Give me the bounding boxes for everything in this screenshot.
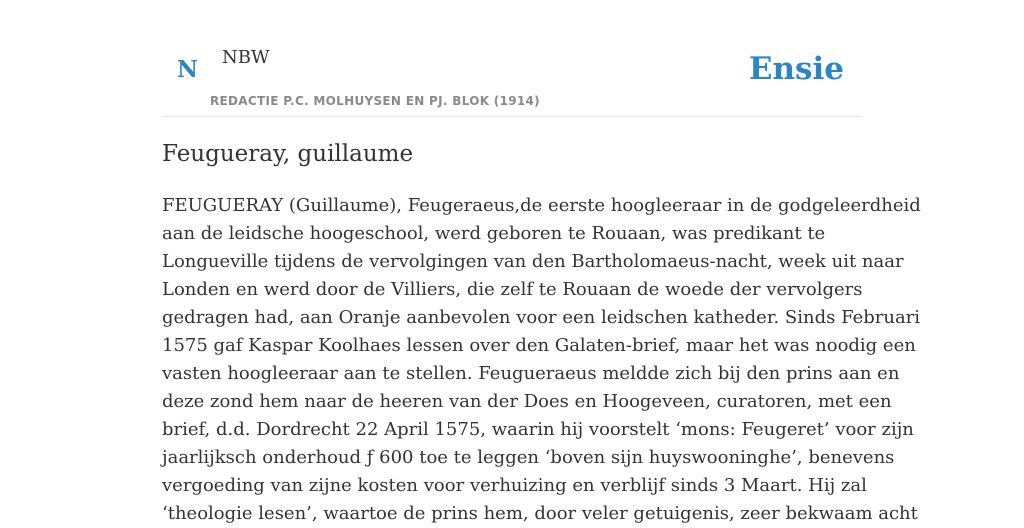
article-line: FEUGUERAY (Guillaume), Feugeraeus,de eerste hoogleeraar in de godgeleerdheid: [162, 195, 921, 216]
source-logo[interactable]: N: [177, 56, 199, 83]
article-title: Feugueray, guillaume: [162, 141, 414, 167]
brand-logo[interactable]: Ensie: [748, 51, 844, 87]
article-line: ‘theologie lesen’, waartoe de prins hem, door veler getuigenis, zeer bekwaam acht: [162, 503, 918, 524]
header: [162, 0, 862, 117]
article-line: vergoeding van zijne kosten voor verhuizing en verblijf sinds 3 Maart. Hij zal: [162, 475, 867, 496]
article-body: [162, 192, 921, 528]
article-line: brief, d.d. Dordrecht 22 April 1575, waarin hij voorstelt ‘mons: Feugeret’ voor zijn: [162, 419, 914, 440]
article-line: Longueville tijdens de vervolgingen van den Bartholomaeus-nacht, week uit naar: [162, 251, 904, 272]
article-line: gedragen had, aan Oranje aanbevolen voor een leidschen katheder. Sinds Februari: [162, 307, 921, 328]
article-line: jaarlijksch onderhoud ƒ 600 toe te leggen ‘boven sijn huyswooninghe’, benevens: [162, 447, 895, 468]
article-line: deze zond hem naar de heeren van der Does en Hoogeveen, curatoren, met een: [162, 391, 892, 412]
article-line: aan de leidsche hoogeschool, werd geboren te Rouaan, was predikant te: [162, 223, 826, 244]
article-line: Londen en werd door de Villiers, die zelf te Rouaan de woede der vervolgers: [162, 279, 863, 300]
article-line: 1575 gaf Kaspar Koolhaes lessen over den Galaten-brief, maar het was noodig een: [162, 335, 916, 356]
source-name[interactable]: NBW: [222, 47, 270, 68]
article-line: vasten hoogleeraar aan te stellen. Feugueraeus meldde zich bij den prins aan en: [162, 363, 900, 384]
source-subtitle: REDACTIE P.C. MOLHUYSEN EN PJ. BLOK (1914): [210, 94, 540, 108]
